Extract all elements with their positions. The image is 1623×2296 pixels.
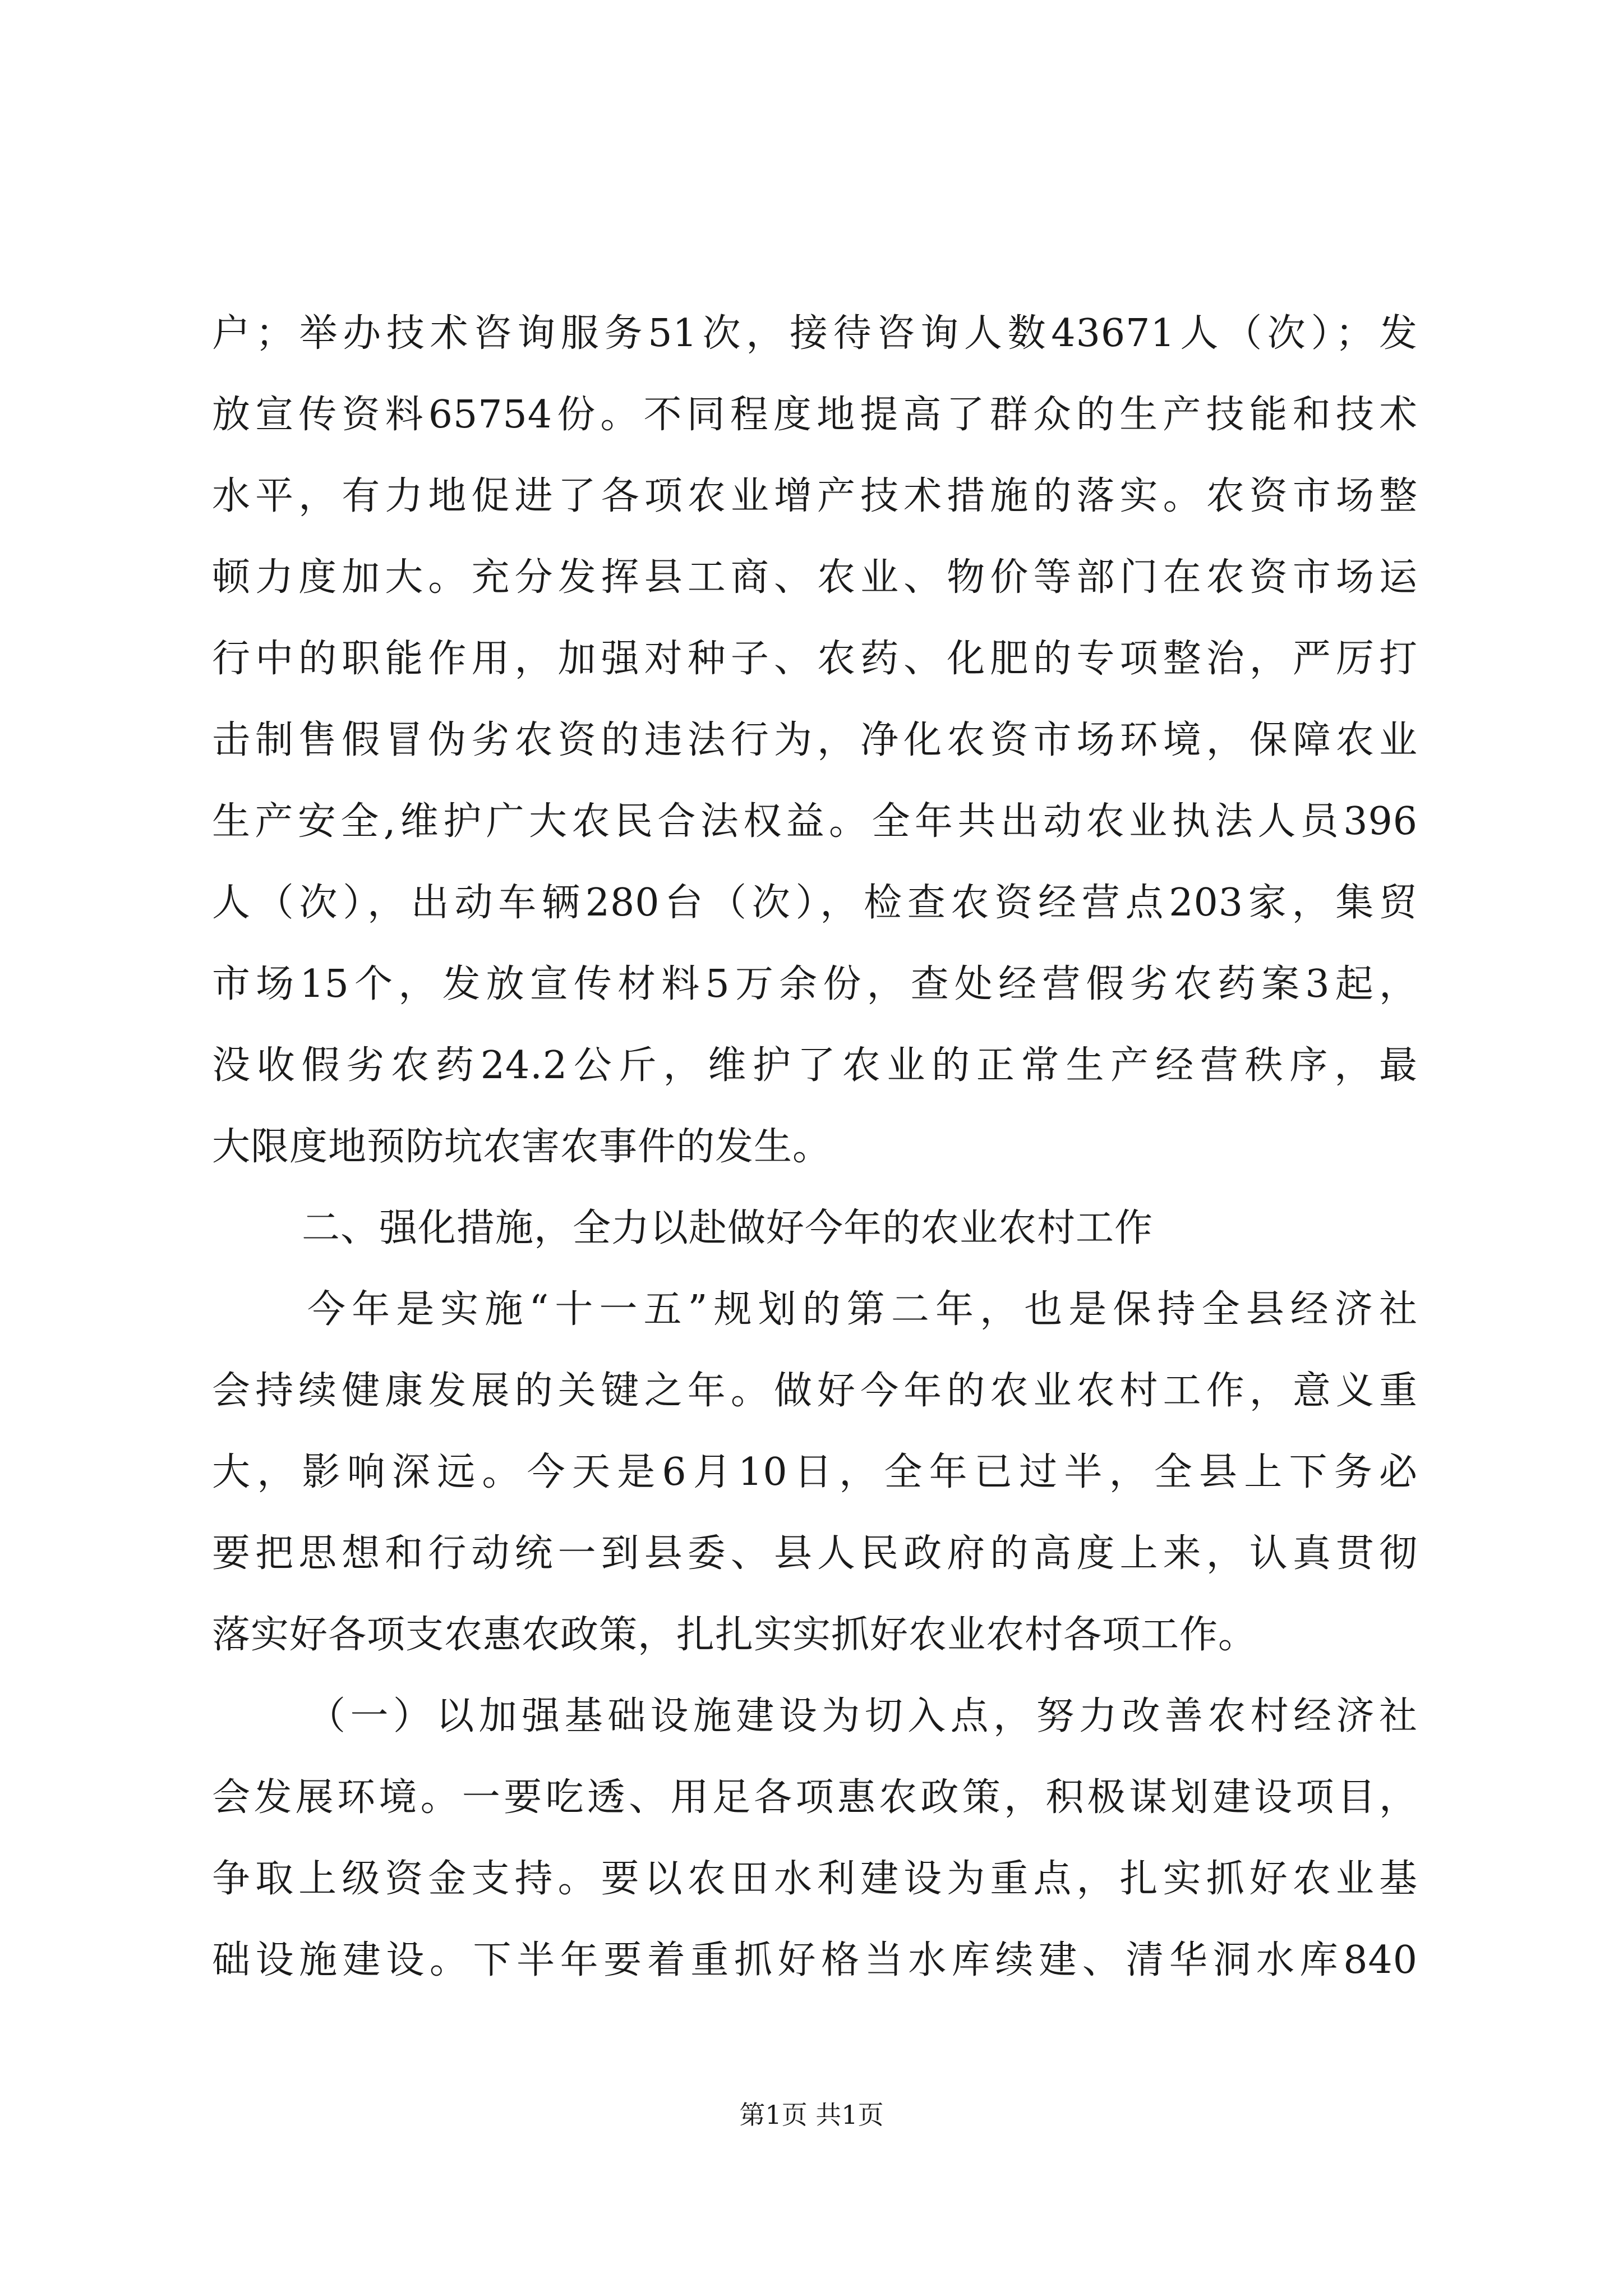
body-line-3: 水平，有力地促进了各项农业增产技术措施的落实。农资市场整 — [212, 474, 1418, 518]
body-line-2: 放宣传资料65754份。不同程度地提高了群众的生产技能和技术 — [212, 393, 1418, 437]
document-body — [212, 293, 1418, 2001]
body-line-14: 会持续健康发展的关键之年。做好今年的农业农村工作，意义重 — [212, 1369, 1418, 1413]
body-line-18: （一）以加强基础设施建设为切入点，努力改善农村经济社 — [307, 1694, 1418, 1738]
body-line-13: 今年是实施“十一五”规划的第二年，也是保持全县经济社 — [307, 1287, 1418, 1332]
body-line-7: 生产安全,维护广大农民合法权益。全年共出动农业执法人员396 — [212, 799, 1418, 844]
body-line-19: 会发展环境。一要吃透、用足各项惠农政策，积极谋划建设项目， — [212, 1775, 1418, 1820]
section-heading: 二、强化措施，全力以赴做好今年的农业农村工作 — [302, 1206, 1154, 1250]
body-line-4: 顿力度加大。充分发挥县工商、农业、物价等部门在农资市场运 — [212, 555, 1418, 600]
body-line-17: 落实好各项支农惠农政策，扎扎实实抓好农业农村各项工作。 — [212, 1613, 1257, 1657]
body-line-10: 没收假劣农药24.2公斤，维护了农业的正常生产经营秩序，最 — [212, 1043, 1418, 1088]
body-line-1: 户；举办技术咨询服务51次，接待咨询人数43671人（次）；发 — [212, 311, 1418, 356]
body-line-16: 要把思想和行动统一到县委、县人民政府的高度上来，认真贯彻 — [212, 1531, 1418, 1576]
body-line-8: 人（次），出动车辆280台（次），检查农资经营点203家，集贸 — [212, 881, 1418, 925]
body-line-5: 行中的职能作用，加强对种子、农药、化肥的专项整治，严厉打 — [212, 637, 1418, 681]
page-footer: 第1页 共1页 — [739, 2100, 884, 2130]
body-line-11: 大限度地预防坑农害农事件的发生。 — [212, 1125, 832, 1169]
body-line-9: 市场15个，发放宣传材料5万余份，查处经营假劣农药案3起， — [212, 962, 1418, 1006]
body-line-20: 争取上级资金支持。要以农田水利建设为重点，扎实抓好农业基 — [212, 1857, 1418, 1901]
body-line-15: 大，影响深远。今天是6月10日，全年已过半，全县上下务必 — [212, 1450, 1418, 1494]
body-line-6: 击制售假冒伪劣农资的违法行为，净化农资市场环境，保障农业 — [212, 718, 1418, 762]
body-line-21: 础设施建设。下半年要着重抓好格当水库续建、清华洞水库840 — [212, 1938, 1418, 1982]
